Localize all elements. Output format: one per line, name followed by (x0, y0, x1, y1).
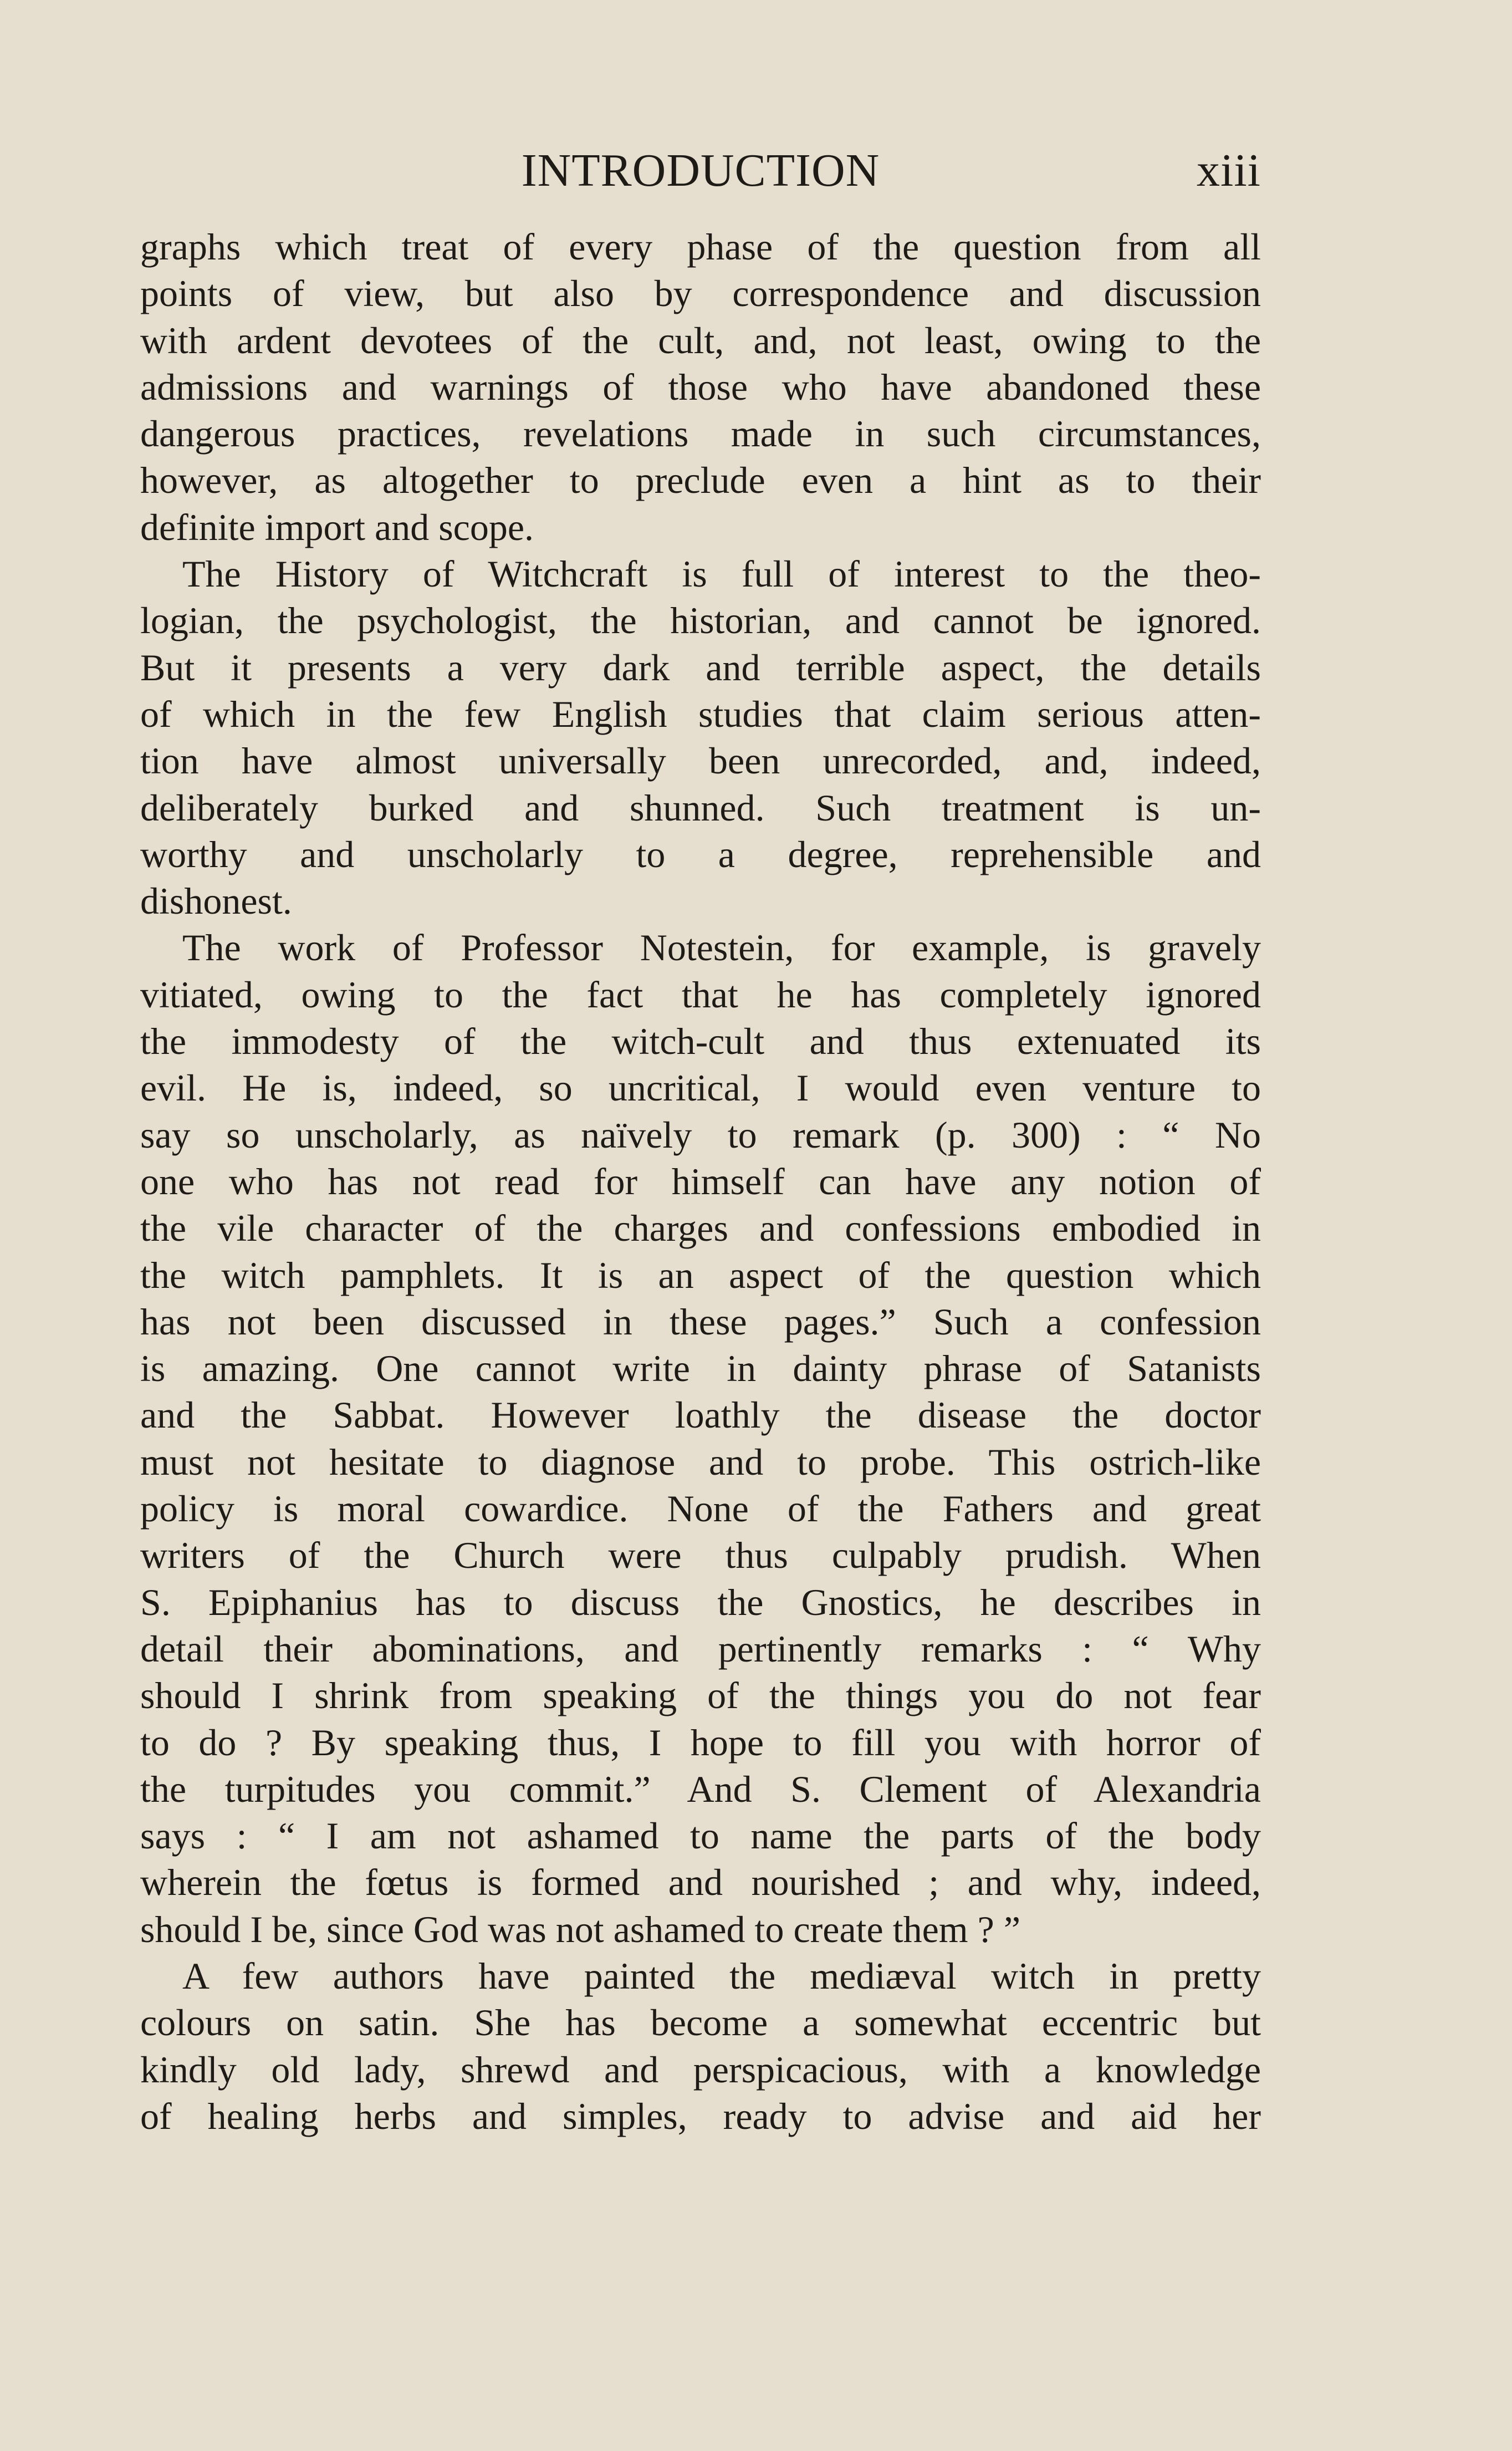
text-line: worthy and unscholarly to a degree, reprehensible and (140, 833, 1261, 875)
text-line: policy is moral cowardice. None of the Fathers and great (140, 1487, 1261, 1530)
text-line: to do ? By speaking thus, I hope to fill you with horror of (140, 1721, 1261, 1764)
paragraph (140, 551, 1261, 924)
text-line: tion have almost universally been unrecorded, and, indeed, (140, 740, 1261, 782)
text-line: the turpitudes you commit.” And S. Clement of Alexandria (140, 1767, 1261, 1810)
chapter-title: INTRODUCTION (521, 145, 880, 196)
text-line: has not been discussed in these pages.” Such a confession (140, 1300, 1261, 1343)
text-line: the witch pamphlets. It is an aspect of the question which (140, 1253, 1261, 1296)
text-line: colours on satin. She has become a somewhat eccentric but (140, 2001, 1261, 2044)
text-line: dishonest. (140, 880, 292, 923)
text-line: however, as altogether to preclude even a hint as to their (140, 459, 1261, 502)
running-head (140, 137, 1261, 204)
paragraph (140, 223, 1261, 551)
paragraph (140, 924, 1261, 1953)
text-line: of which in the few English studies that claim serious atten- (140, 692, 1261, 735)
text-line: wherein the fœtus is formed and nourished ; and why, indeed, (140, 1861, 1261, 1904)
text-line: is amazing. One cannot write in dainty phrase of Satanists (140, 1347, 1261, 1390)
text-line: says : “ I am not ashamed to name the parts of the body (140, 1815, 1261, 1857)
text-line: say so unscholarly, as naïvely to remark (p. 300) : “ No (140, 1113, 1261, 1156)
text-line: of healing herbs and simples, ready to advise and aid her (140, 2095, 1261, 2137)
text-line: the immodesty of the witch-cult and thus extenuated its (140, 1020, 1261, 1063)
text-line: points of view, but also by correspondence and discussion (140, 272, 1261, 315)
paragraph (140, 1953, 1261, 2139)
text-line: admissions and warnings of those who have abandoned these (140, 365, 1261, 408)
text-line: should I be, since God was not ashamed to create them ? ” (140, 1908, 1021, 1950)
text-line: dangerous practices, revelations made in such circumstances, (140, 412, 1261, 455)
text-line: must not hesitate to diagnose and to probe. This ostrich-like (140, 1440, 1261, 1483)
text-line: vitiated, owing to the fact that he has completely ignored (140, 973, 1261, 1016)
text-line: But it presents a very dark and terrible aspect, the details (140, 646, 1261, 689)
text-line: S. Epiphanius has to discuss the Gnostics, he describes in (140, 1581, 1261, 1623)
text-line: writers of the Church were thus culpably prudish. When (140, 1534, 1261, 1577)
text-line: definite import and scope. (140, 506, 534, 548)
text-line: and the Sabbat. However loathly the disease the doctor (140, 1394, 1261, 1436)
page-number: xiii (1196, 145, 1261, 196)
text-line: with ardent devotees of the cult, and, not least, owing to the (140, 319, 1261, 361)
body-text (140, 223, 1261, 2139)
text-line: the vile character of the charges and confessions embodied in (140, 1207, 1261, 1250)
text-line: one who has not read for himself can have any notion of (140, 1160, 1261, 1202)
text-line: graphs which treat of every phase of the question from all (140, 226, 1261, 268)
text-line: kindly old lady, shrewd and perspicacious, with a knowledge (140, 2048, 1261, 2091)
text-line: The History of Witchcraft is full of interest to the theo- (182, 553, 1261, 595)
text-line: deliberately burked and shunned. Such treatment is un- (140, 786, 1261, 829)
text-line: detail their abominations, and pertinently remarks : “ Why (140, 1627, 1261, 1670)
text-line: evil. He is, indeed, so uncritical, I would even venture to (140, 1067, 1261, 1109)
text-line: should I shrink from speaking of the things you do not fear (140, 1674, 1261, 1717)
text-line: A few authors have painted the mediæval witch in pretty (182, 1954, 1261, 1997)
text-line: logian, the psychologist, the historian, and cannot be ignored. (140, 599, 1261, 642)
text-line: The work of Professor Notestein, for example, is gravely (182, 926, 1261, 969)
